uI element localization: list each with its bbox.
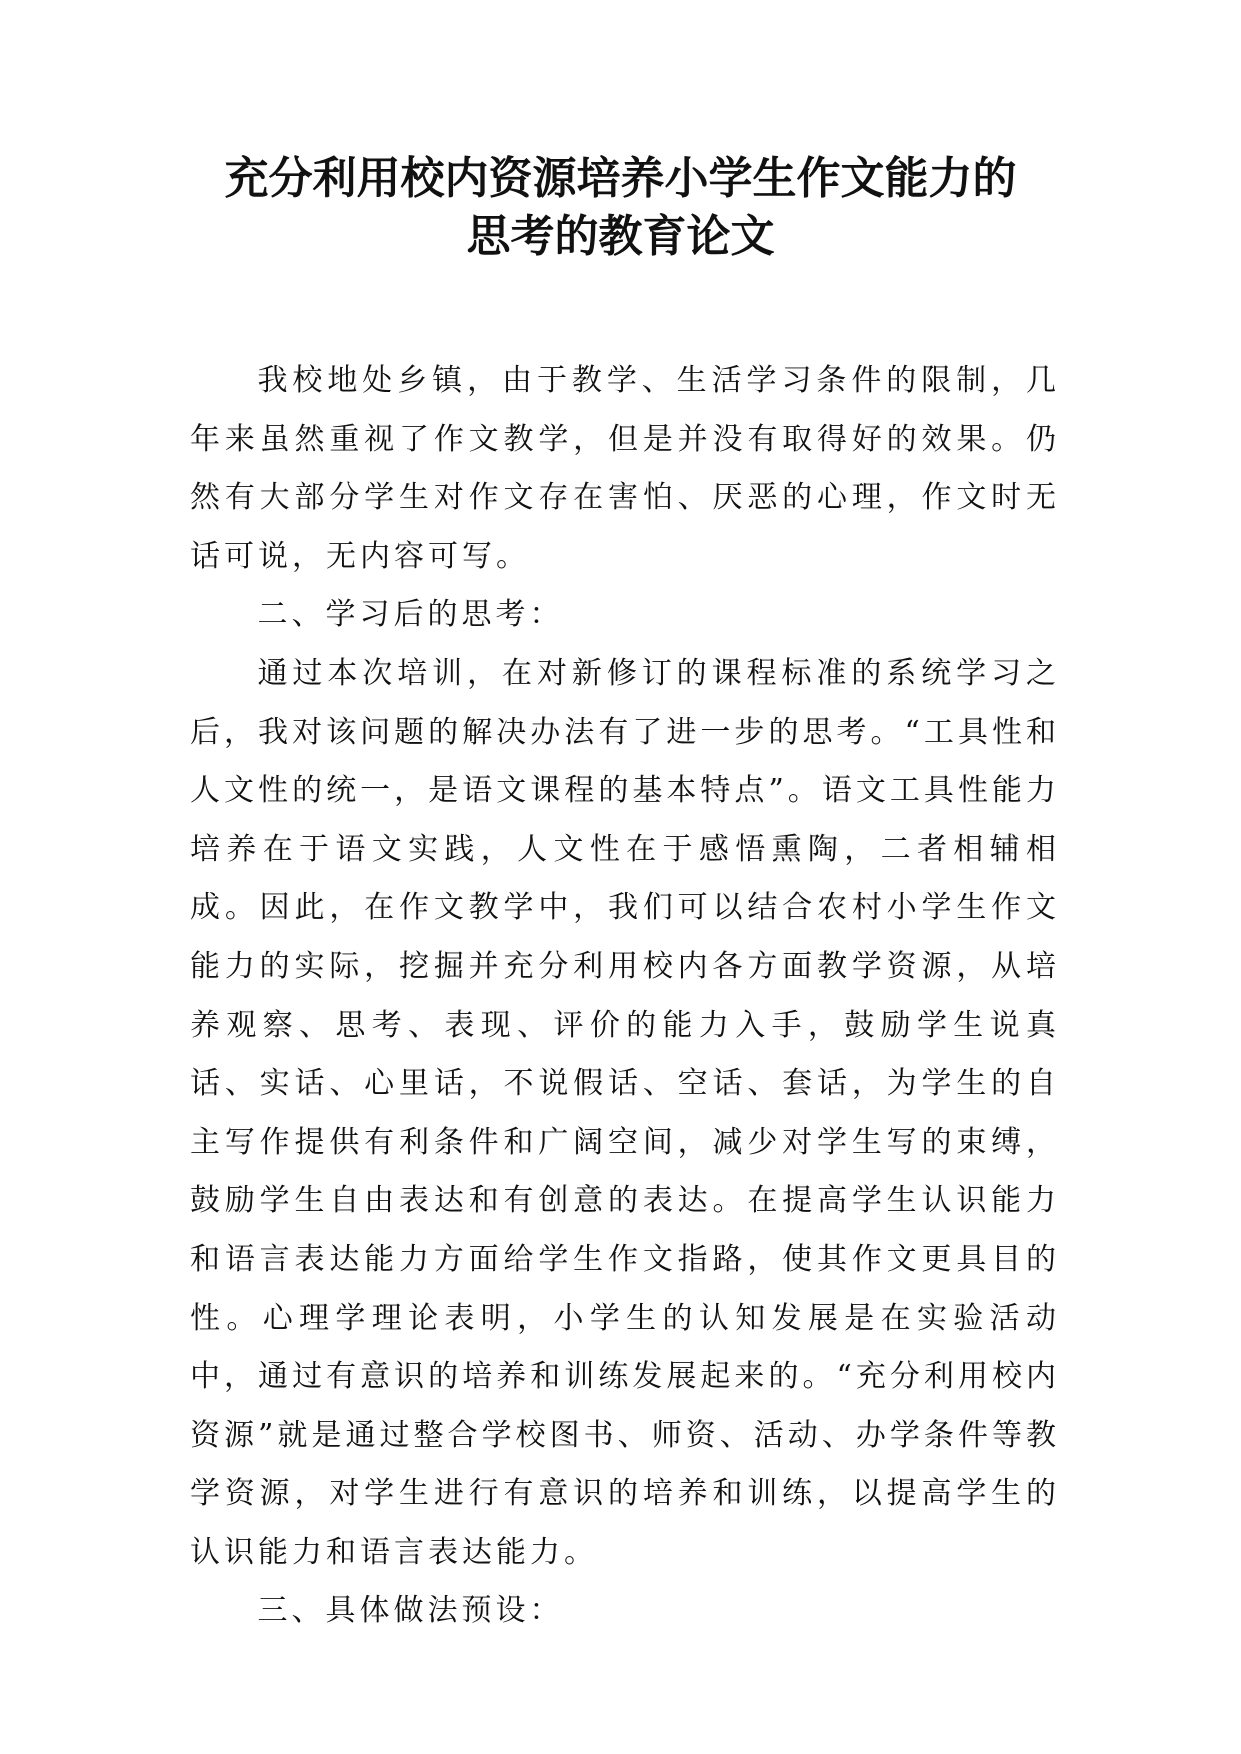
paragraph-reflection: 通过本次培训，在对新修订的课程标准的系统学习之后，我对该问题的解决办法有了进一步的思考。“工具性和人文性的统一，是语文课程的基本特点”。语文工具性能力培养在于语文实践，人文性在于感悟熏陶，二者相辅相成。因此，在作文教学中，我们可以结合农村小学生作文能力的实际，挖掘并充分利用校内各方面教学资源，从培养观察、思考、表现、评价的能力入手，鼓励学生说真话、实话、心里话，不说假话、空话、套话，为学生的自主写作提供有利条件和广阔空间，减少对学生写的束缚，鼓励学生自由表达和有创意的表达。在提高学生认识能力和语言表达能力方面给学生作文指路，使其作文更具目的性。心理学理论表明，小学生的认知发展是在实验活动中，通过有意识的培养和训练发展起来的。“充分利用校内资源”就是通过整合学校图书、师资、活动、办学条件等教学资源，对学生进行有意识的培养和训练，以提高学生的认识能力和语言表达能力。 bbox=[190, 655, 1060, 1570]
section-heading-3: 三、具体做法预设： bbox=[257, 1593, 564, 1629]
paragraph-intro: 我校地处乡镇，由于教学、生活学习条件的限制，几年来虽然重视了作文教学，但是并没有取得好的效果。仍然有大部分学生对作文存在害怕、厌恶的心理，作文时无话可说，无内容可写。 bbox=[190, 363, 1060, 574]
section-heading-2: 二、学习后的思考： bbox=[257, 597, 564, 633]
document-title bbox=[150, 150, 1091, 266]
document-body bbox=[190, 352, 1060, 1641]
title-line-1: 充分利用校内资源培养小学生作文能力的 bbox=[224, 153, 1017, 204]
title-line-2: 思考的教育论文 bbox=[466, 211, 775, 262]
